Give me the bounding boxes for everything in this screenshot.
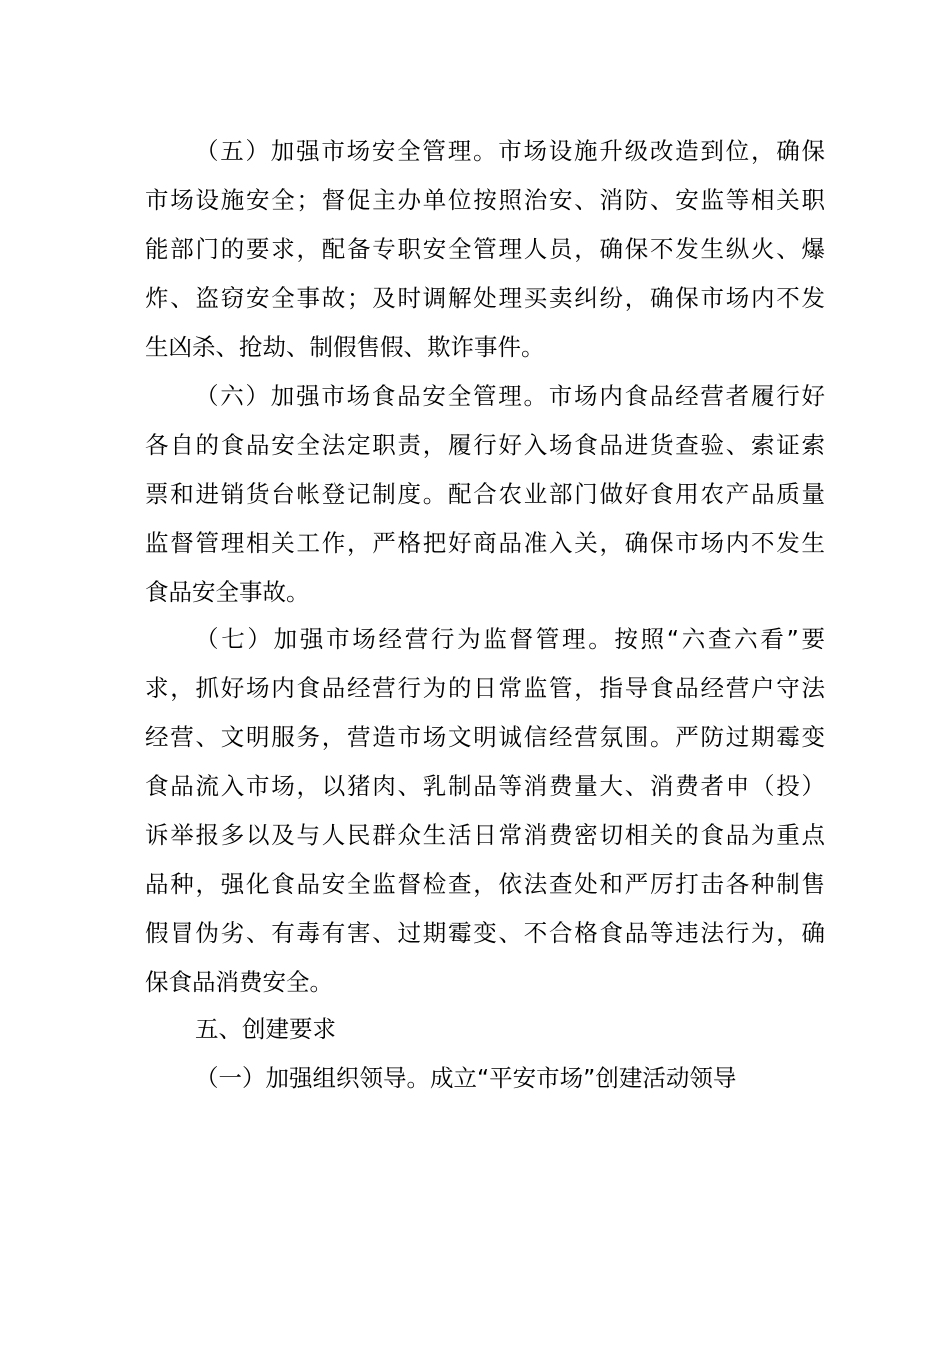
paragraph-7-line-1: （七）加强市场经营行为监督管理。按照“六查六看”要 (195, 625, 825, 653)
paragraph-7-line-5: 诉举报多以及与人民群众生活日常消费密切相关的食品为重点 (145, 821, 825, 849)
paragraph-6-line-4: 监督管理相关工作，严格把好商品准入关，确保市场内不发生 (145, 529, 825, 557)
paragraph-7-line-7: 假冒伪劣、有毒有害、过期霉变、不合格食品等违法行为，确 (145, 919, 825, 947)
paragraph-6-line-3: 票和进销货台帐登记制度。配合农业部门做好食用农产品质量 (145, 480, 825, 508)
paragraph-8-line-1: （一）加强组织领导。成立“平安市场”创建活动领导 (195, 1064, 737, 1092)
paragraph-5-line-3: 能部门的要求，配备专职安全管理人员，确保不发生纵火、爆 (145, 235, 825, 263)
paragraph-7-line-2: 求，抓好场内食品经营行为的日常监管，指导食品经营户守法 (145, 674, 825, 702)
paragraph-5-line-1: （五）加强市场安全管理。市场设施升级改造到位，确保 (195, 137, 825, 165)
paragraph-7-line-6: 品种，强化食品安全监督检查，依法查处和严厉打击各种制售 (145, 870, 825, 898)
paragraph-7-line-4: 食品流入市场，以猪肉、乳制品等消费量大、消费者申（投） (145, 772, 825, 800)
section-heading: 五、创建要求 (195, 1015, 336, 1043)
paragraph-5-line-4: 炸、盗窃安全事故；及时调解处理买卖纠纷，确保市场内不发 (145, 284, 825, 312)
paragraph-7-line-3: 经营、文明服务，营造市场文明诚信经营氛围。严防过期霉变 (145, 723, 825, 751)
paragraph-7-line-8: 保食品消费安全。 (145, 968, 333, 996)
paragraph-5-line-5: 生凶杀、抢劫、制假售假、欺诈事件。 (145, 333, 545, 361)
paragraph-6-line-5: 食品安全事故。 (145, 578, 310, 606)
paragraph-5-line-2: 市场设施安全；督促主办单位按照治安、消防、安监等相关职 (145, 186, 825, 214)
paragraph-6-line-2: 各自的食品安全法定职责，履行好入场食品进货查验、索证索 (145, 431, 825, 459)
paragraph-6-line-1: （六）加强市场食品安全管理。市场内食品经营者履行好 (195, 382, 825, 410)
